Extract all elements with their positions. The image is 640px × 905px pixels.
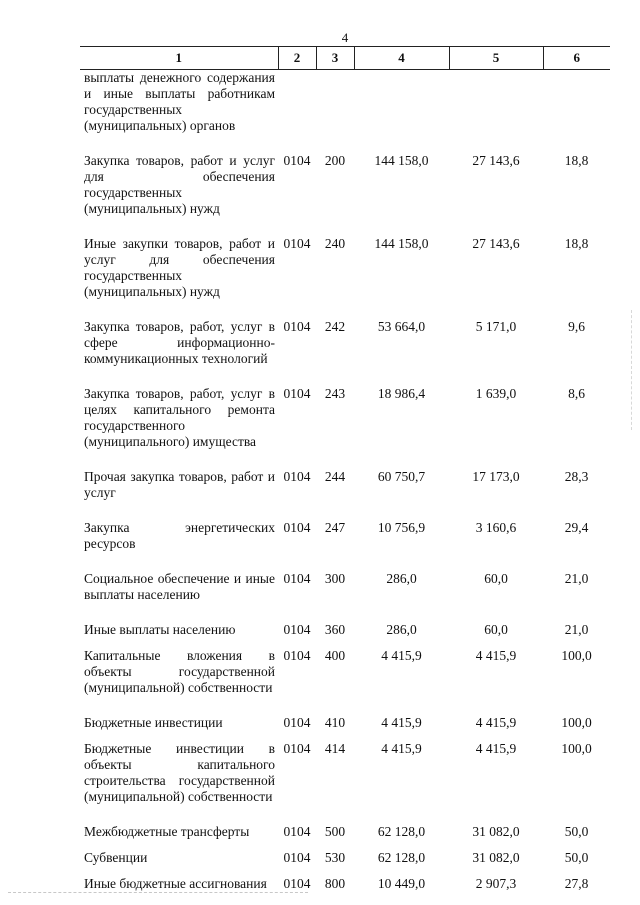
row-col5-value: 1 639,0: [475, 386, 517, 401]
table-row: [80, 236, 610, 319]
row-expense-type: 414: [324, 741, 346, 756]
row-col5-value: 4 415,9: [475, 715, 517, 730]
table-row: [80, 648, 610, 715]
row-expense-type: [316, 70, 354, 154]
row-expense-type: 242: [324, 319, 346, 334]
row-name: Бюджетные инвестиции: [84, 715, 223, 730]
row-name: Закупка товаров, работ и услуг для обеспечения государственных (муниципальных) нужд: [84, 153, 275, 216]
row-col4-value: 18 986,4: [377, 386, 426, 401]
table-header-row: [80, 47, 610, 70]
row-section-code: 0104: [283, 876, 311, 891]
scan-artifact-line: [8, 892, 308, 893]
row-expense-type: 800: [324, 876, 346, 891]
row-col5-value: 60,0: [484, 622, 508, 637]
table-row: [80, 622, 610, 648]
row-col4-value: [354, 70, 449, 154]
row-expense-type: 400: [324, 648, 346, 663]
row-col5-value: 31 082,0: [472, 824, 520, 839]
row-expense-type: 410: [324, 715, 346, 730]
row-col5-value: 27 143,6: [472, 153, 520, 168]
table-row: [80, 469, 610, 520]
table-row: [80, 876, 610, 892]
table-row: [80, 319, 610, 386]
row-col6-value: 8,6: [568, 386, 585, 401]
row-col5-value: 27 143,6: [472, 236, 520, 251]
column-header-6: 6: [543, 47, 610, 70]
row-col5-value: [449, 70, 543, 154]
row-section-code: 0104: [283, 648, 311, 663]
row-section-code: 0104: [283, 236, 311, 251]
row-col5-value: 3 160,6: [475, 520, 517, 535]
row-expense-type: 360: [324, 622, 346, 637]
table-row: [80, 70, 610, 154]
row-col5-value: 4 415,9: [475, 741, 517, 756]
row-name: Закупка товаров, работ, услуг в сфере информационно-коммуникационных технологий: [84, 319, 275, 366]
row-name: Бюджетные инвестиции в объекты капитального строительства государственной (муниципальной) собственности: [84, 741, 275, 804]
row-expense-type: 300: [324, 571, 346, 586]
row-name: выплаты денежного содержания и иные выплаты работникам государственных (муниципальных) органов: [84, 70, 275, 133]
row-col6-value: 100,0: [561, 741, 592, 756]
row-col4-value: 144 158,0: [374, 153, 429, 168]
row-name: Социальное обеспечение и иные выплаты населению: [84, 571, 275, 602]
row-name: Межбюджетные трансферты: [84, 824, 250, 839]
row-col4-value: 10 756,9: [377, 520, 426, 535]
scan-artifact-line: [631, 310, 632, 430]
row-col6-value: 21,0: [564, 571, 589, 586]
row-col4-value: 144 158,0: [374, 236, 429, 251]
row-col4-value: 60 750,7: [377, 469, 426, 484]
row-col4-value: 62 128,0: [377, 850, 426, 865]
row-col6-value: 50,0: [564, 850, 589, 865]
row-name: Закупка энергетических ресурсов: [84, 520, 275, 551]
row-col6-value: 18,8: [564, 236, 589, 251]
row-col6-value: 18,8: [564, 153, 589, 168]
table-row: [80, 824, 610, 850]
row-section-code: 0104: [283, 319, 311, 334]
row-section-code: 0104: [283, 571, 311, 586]
row-col6-value: 9,6: [568, 319, 585, 334]
row-col6-value: 100,0: [561, 715, 592, 730]
column-header-2: 2: [278, 47, 316, 70]
row-col6-value: 50,0: [564, 824, 589, 839]
row-col5-value: 4 415,9: [475, 648, 517, 663]
row-expense-type: 247: [324, 520, 346, 535]
row-section-code: 0104: [283, 741, 311, 756]
row-expense-type: 200: [324, 153, 346, 168]
row-name: Иные бюджетные ассигнования: [84, 876, 267, 891]
row-col4-value: 4 415,9: [381, 648, 422, 663]
column-header-5: 5: [449, 47, 543, 70]
column-header-3: 3: [316, 47, 354, 70]
row-col6-value: 27,8: [564, 876, 589, 891]
row-col4-value: 286,0: [386, 622, 417, 637]
row-expense-type: 500: [324, 824, 346, 839]
row-expense-type: 243: [324, 386, 346, 401]
table-row: [80, 386, 610, 469]
table-row: [80, 153, 610, 236]
row-col4-value: 286,0: [386, 571, 417, 586]
table-row: [80, 850, 610, 876]
row-section-code: [278, 70, 316, 154]
row-col5-value: 60,0: [484, 571, 508, 586]
table-row: [80, 741, 610, 824]
table-row: [80, 715, 610, 741]
row-col5-value: 2 907,3: [475, 876, 517, 891]
table-row: [80, 571, 610, 622]
row-expense-type: 240: [324, 236, 346, 251]
row-section-code: 0104: [283, 469, 311, 484]
row-name: Капитальные вложения в объекты государственной (муниципальной) собственности: [84, 648, 275, 695]
row-name: Иные закупки товаров, работ и услуг для обеспечения государственных (муниципальных) нужд: [84, 236, 275, 299]
row-section-code: 0104: [283, 520, 311, 535]
page-number: 4: [341, 30, 349, 45]
row-col5-value: 31 082,0: [472, 850, 520, 865]
row-col4-value: 53 664,0: [377, 319, 426, 334]
row-section-code: 0104: [283, 153, 311, 168]
row-name: Иные выплаты населению: [84, 622, 236, 637]
row-col4-value: 10 449,0: [377, 876, 426, 891]
row-col5-value: 5 171,0: [475, 319, 517, 334]
table-row: [80, 520, 610, 571]
row-col6-value: [543, 70, 610, 154]
row-expense-type: 244: [324, 469, 346, 484]
row-name: Прочая закупка товаров, работ и услуг: [84, 469, 275, 500]
row-col6-value: 29,4: [564, 520, 589, 535]
row-col6-value: 28,3: [564, 469, 589, 484]
row-section-code: 0104: [283, 715, 311, 730]
row-section-code: 0104: [283, 386, 311, 401]
column-header-1: 1: [80, 47, 278, 70]
row-col5-value: 17 173,0: [472, 469, 520, 484]
row-name: Субвенции: [84, 850, 148, 865]
budget-table: [80, 46, 610, 892]
row-col6-value: 21,0: [564, 622, 589, 637]
row-col6-value: 100,0: [561, 648, 592, 663]
row-expense-type: 530: [324, 850, 346, 865]
row-section-code: 0104: [283, 622, 311, 637]
row-name: Закупка товаров, работ, услуг в целях капитального ремонта государственного (муниципального) имущества: [84, 386, 275, 449]
row-col4-value: 4 415,9: [381, 715, 422, 730]
row-section-code: 0104: [283, 850, 311, 865]
row-col4-value: 4 415,9: [381, 741, 422, 756]
row-col4-value: 62 128,0: [377, 824, 426, 839]
row-section-code: 0104: [283, 824, 311, 839]
column-header-4: 4: [354, 47, 449, 70]
